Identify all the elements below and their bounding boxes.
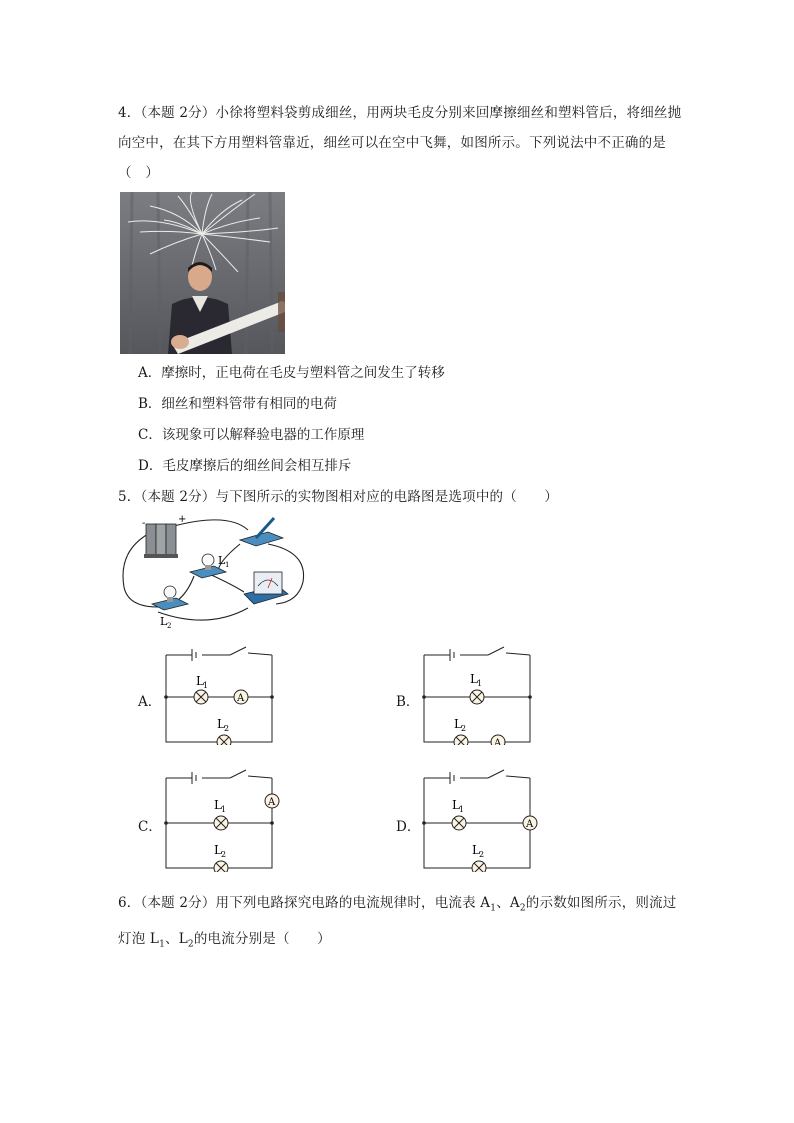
svg-text:1: 1 [221, 805, 227, 814]
svg-text:+: + [178, 514, 187, 525]
ammeter-icon [244, 572, 288, 604]
svg-text:1: 1 [477, 679, 483, 688]
svg-text:L: L [196, 674, 204, 688]
question-5-text: 5．（本题 2分）与下图所示的实物图相对应的电路图是选项中的（ ） [118, 489, 559, 505]
q5-option-d-circuit [418, 768, 548, 872]
svg-text:-: - [142, 518, 146, 529]
q4-option-a: A．摩擦时，正电荷在毛皮与塑料管之间发生了转移 [138, 365, 445, 381]
lamp-icon [472, 861, 486, 872]
svg-text:A: A [526, 819, 534, 830]
q5-option-d-label: D． [396, 819, 421, 835]
ammeter-symbol [265, 794, 279, 808]
lamp-icon [214, 816, 228, 830]
battery-icon [144, 524, 178, 558]
svg-text:2: 2 [167, 622, 172, 630]
q5-option-c-circuit [160, 768, 290, 872]
q5-option-a-circuit [160, 645, 280, 745]
svg-text:1: 1 [225, 561, 230, 569]
q5-option-b-circuit [418, 645, 538, 745]
svg-text:L: L [218, 554, 226, 567]
lamp-icon [217, 735, 231, 745]
static-electricity-photo [120, 192, 285, 354]
q5-option-b-label: B． [396, 694, 420, 710]
switch-icon [240, 518, 283, 546]
q4-option-b: B．细丝和塑料管带有相同的电荷 [138, 396, 337, 412]
photo-illustration [120, 192, 285, 354]
svg-text:2: 2 [221, 850, 227, 859]
question-6-text: 6．（本题 2分）用下列电路探究电路的电流规律时，电流表 $A_1$、$A_2$的示数如图所示，则流过灯泡 $L_1$、$L_2$的电流分别是（ ） [118, 895, 677, 950]
ammeter-symbol [491, 735, 505, 745]
svg-text:2: 2 [224, 724, 230, 733]
lamp-icon [454, 735, 468, 745]
svg-text:A: A [268, 797, 276, 808]
q5-option-a-label: A． [138, 694, 162, 710]
lamp-icon [470, 690, 484, 704]
svg-text:1: 1 [459, 805, 465, 814]
lamp-icon [452, 816, 466, 830]
q5-option-c-label: C． [138, 819, 162, 835]
svg-text:L: L [472, 843, 480, 857]
svg-text:L: L [214, 843, 222, 857]
svg-text:A: A [237, 693, 245, 704]
ammeter-symbol [523, 816, 537, 830]
ammeter-symbol [234, 690, 248, 704]
svg-text:A: A [494, 738, 502, 745]
svg-text:L: L [452, 798, 460, 812]
svg-text:L: L [454, 717, 462, 731]
q4-option-d: D．毛皮摩擦后的细丝间会相互排斥 [138, 458, 352, 474]
lamp-icon [194, 690, 208, 704]
svg-text:L: L [214, 798, 222, 812]
svg-text:2: 2 [479, 850, 485, 859]
question-4-text: 4．（本题 2分）小徐将塑料袋剪成细丝，用两块毛皮分别来回摩擦细丝和塑料管后，将细丝抛向空中，在其下方用塑料管靠近，细丝可以在空中飞舞，如图所示。下列说法中不正确的是（ ） [118, 105, 682, 181]
svg-text:L: L [470, 672, 478, 686]
svg-text:1: 1 [203, 681, 209, 690]
svg-text:L: L [160, 615, 168, 628]
svg-text:L: L [217, 717, 225, 731]
bulb-l2-icon [152, 586, 188, 610]
physical-circuit-figure [118, 512, 308, 632]
svg-text:2: 2 [461, 724, 467, 733]
q4-option-c: C．该现象可以解释验电器的工作原理 [138, 427, 365, 443]
lamp-icon [214, 861, 228, 872]
